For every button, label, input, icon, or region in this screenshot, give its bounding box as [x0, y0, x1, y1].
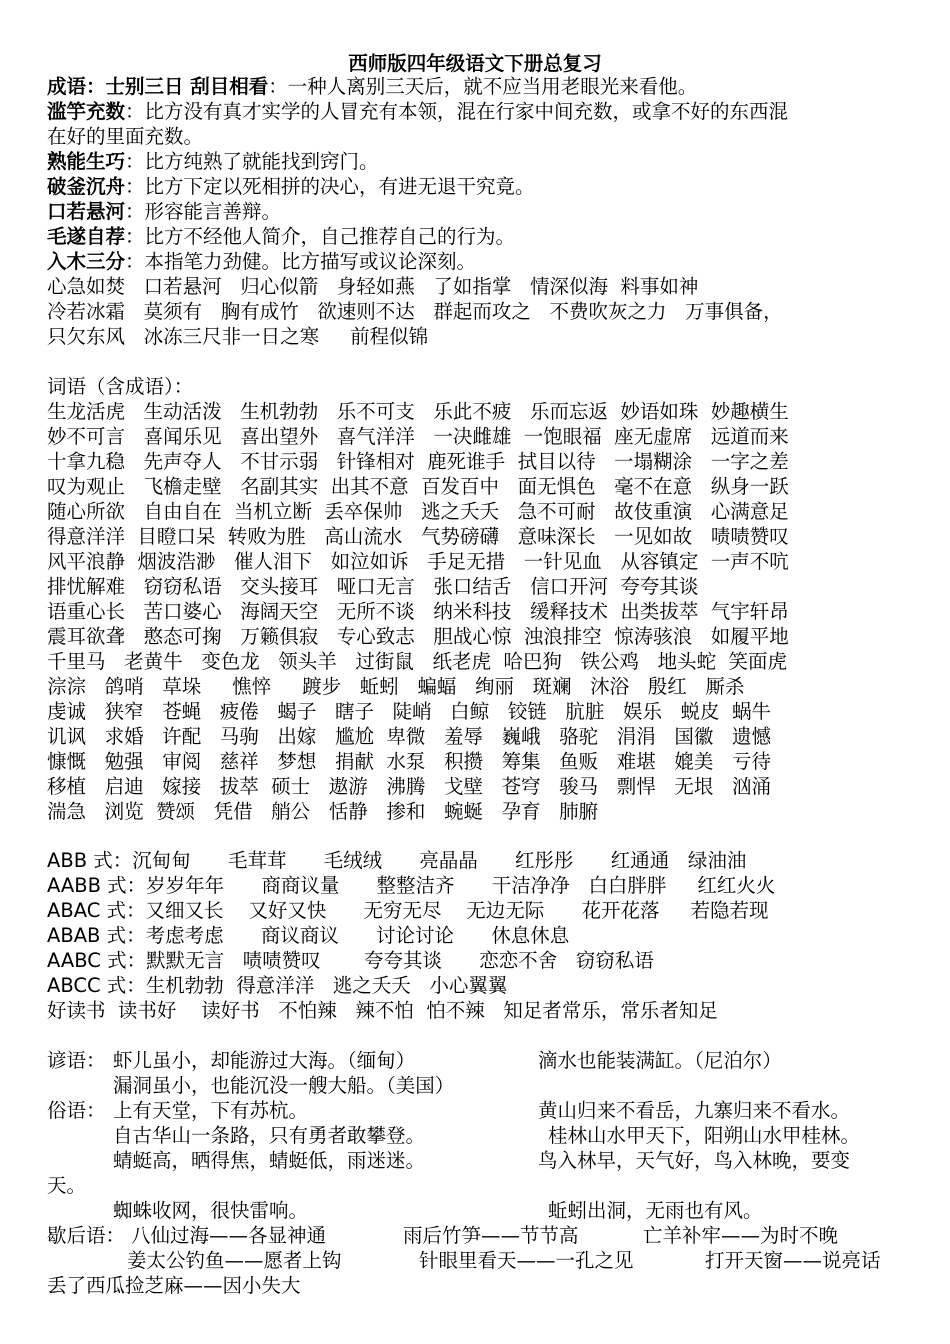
vocab-line: 得意洋洋 目瞪口呆 转败为胜 高山流水 气势磅礴 意味深长 一见如故 啧啧赞叹 — [47, 525, 789, 548]
idiom-term: 滥竽充数 — [47, 100, 126, 123]
idiom-def-4 — [47, 174, 535, 199]
idiom-definition: 在好的里面充数。 — [47, 125, 204, 148]
vocab-line: 叹为观止 飞檐走壁 名副其实 出其不意 百发百中 面无惧色 毫不在意 纵身一跃 — [47, 475, 789, 498]
pattern-line: ABB 式：沉甸甸 毛茸茸 毛绒绒 亮晶晶 红彤彤 红通通 绿油油 — [47, 849, 747, 872]
vocab-line: 生龙活虎 生动活泼 生机勃勃 乐不可支 乐此不疲 乐而忘返 妙语如珠 妙趣横生 — [47, 400, 789, 423]
suyu-item: 蜻蜓高，晒得焦，蜻蜓低，雨迷迷。 — [113, 1149, 426, 1172]
idiom-def-2 — [47, 99, 788, 124]
pattern-line: ABAC 式：又细又长 又好又快 无穷无尽 无边无际 花开花落 若隐若现 — [47, 899, 769, 922]
suyu-item: 上有天堂，下有苏杭。 — [113, 1099, 309, 1122]
page-title: 西师版四年级语文下册总复习 — [348, 52, 602, 75]
yanyu-item: 虾儿虽小，却能游过大海。（缅甸） — [113, 1049, 416, 1072]
suyu-item: 蜘蛛收网，很快雷响。 — [113, 1199, 309, 1222]
vocab-line: 虔诚 狭窄 苍蝇 疲倦 蝎子 瞎子 陡峭 白鲸 铰链 肮脏 娱乐 蜕皮 蜗牛 — [47, 700, 771, 723]
xiehouyu-item: 姜太公钓鱼——愿者上钩 — [127, 1249, 342, 1272]
idiom-list-line: 只欠东风 冰冻三尺非一日之寒 前程似锦 — [47, 325, 429, 348]
vocab-line: 妙不可言 喜闻乐见 喜出望外 喜气洋洋 一决雌雄 一饱眼福 座无虚席 远道而来 — [47, 425, 789, 448]
idiom-def-6 — [47, 224, 515, 249]
idiom-def-5 — [47, 199, 281, 224]
idiom-term: 成语：士别三日 刮目相看 — [47, 75, 269, 98]
yanyu-item: 滴水也能装满缸。（尼泊尔） — [538, 1049, 782, 1072]
idiom-definition: ：一种人离别三天后，就不应当用老眼光来看他。 — [268, 75, 698, 98]
yanyu-label: 谚语： — [47, 1049, 106, 1072]
idiom-definition: ：比方没有真才实学的人冒充有本领，混在行家中间充数，或拿不好的东西混 — [125, 100, 789, 123]
vocab-line: 风平浪静 烟波浩渺 催人泪下 如泣如诉 手足无措 一针见血 从容镇定 一声不吭 — [47, 550, 789, 573]
vocab-line: 震耳欲聋 憨态可掬 万籁俱寂 专心致志 胆战心惊 浊浪排空 惊涛骇浪 如履平地 — [47, 625, 789, 648]
vocab-line: 十拿九稳 先声夺人 不甘示弱 针锋相对 鹿死谁手 拭目以待 一塌糊涂 一字之差 — [47, 450, 789, 473]
idiom-def-3 — [47, 149, 379, 174]
idiom-definition: ：形容能言善辩。 — [125, 200, 282, 223]
idiom-term: 熟能生巧 — [47, 150, 126, 173]
idiom-term: 口若悬河 — [47, 200, 126, 223]
vocab-line: 湍急 浏览 赞颂 凭借 艄公 恬静 掺和 蜿蜒 孕育 肺腑 — [47, 800, 599, 823]
vocab-line: 淙淙 鸽哨 草垛 憔悴 踱步 蚯蚓 蝙蝠 绚丽 斑斓 沐浴 殷红 厮杀 — [47, 675, 745, 698]
xiehouyu-item: 八仙过海——各显神通 — [131, 1224, 327, 1247]
vocab-line: 语重心长 苦口婆心 海阔天空 无所不谈 纳米科技 缓释技术 出类拔萃 气宇轩昂 — [47, 600, 789, 623]
xiehouyu-item: 打开天窗——说亮话 — [705, 1249, 881, 1272]
idiom-definition: ：比方纯熟了就能找到窍门。 — [125, 150, 379, 173]
xiehouyu-item: 针眼里看天——一孔之见 — [419, 1249, 634, 1272]
suyu-item: 鸟入林早，天气好，鸟入林晚，要变 — [538, 1149, 851, 1172]
pattern-line: AABB 式：岁岁年年 商商议量 整整洁齐 干洁净净 白白胖胖 红红火火 — [47, 874, 776, 897]
vocab-heading: 词语（含成语）： — [47, 375, 194, 398]
vocab-line: 千里马 老黄牛 变色龙 领头羊 过街鼠 纸老虎 哈巴狗 铁公鸡 地头蛇 笑面虎 — [47, 650, 787, 673]
idiom-def-1 — [47, 74, 697, 99]
suyu-item-cont: 天。 — [47, 1174, 87, 1197]
pattern-line: ABAB 式：考虑考虑 商议商议 讨论讨论 休息休息 — [47, 924, 570, 947]
vocab-line: 慷慨 勉强 审阅 慈祥 梦想 捐献 水泵 积攒 筹集 鱼贩 难堪 媲美 亏待 — [47, 750, 771, 773]
idiom-list-line: 心急如焚 口若悬河 归心似箭 身轻如燕 了如指掌 情深似海 料事如神 — [47, 275, 699, 298]
idiom-def-2-cont — [47, 124, 203, 149]
idiom-term: 毛遂自荐 — [47, 225, 126, 248]
xiehouyu-item: 亡羊补牢——为时不晚 — [643, 1224, 839, 1247]
idiom-definition: ：本指笔力劲健。比方描写或议论深刻。 — [125, 250, 477, 273]
vocab-line: 移植 启迪 嫁接 拔萃 硕士 遨游 沸腾 戈壁 苍穹 骏马 剽悍 无垠 汹涌 — [47, 775, 771, 798]
suyu-item: 黄山归来不看岳，九寨归来不看水。 — [538, 1099, 851, 1122]
idiom-term: 入木三分 — [47, 250, 126, 273]
vocab-line: 排忧解难 窃窃私语 交头接耳 哑口无言 张口结舌 信口开河 夸夸其谈 — [47, 575, 699, 598]
idiom-definition: ：比方下定以死相拼的决心，有进无退干究竟。 — [125, 175, 535, 198]
yanyu-item: 漏洞虽小，也能沉没一艘大船。（美国） — [113, 1074, 455, 1097]
pattern-line: ABCC 式：生机勃勃 得意洋洋 逃之夭夭 小心翼翼 — [47, 974, 508, 997]
suyu-item: 桂林山水甲天下，阳朔山水甲桂林。 — [548, 1124, 861, 1147]
suyu-label: 俗语： — [47, 1099, 106, 1122]
pattern-line: AABC 式：默默无言 啧啧赞叹 夸夸其谈 恋恋不舍 窃窃私语 — [47, 949, 654, 972]
idiom-def-7 — [47, 249, 476, 274]
xiehouyu-label: 歇后语： — [47, 1224, 126, 1247]
suyu-item: 蚯蚓出洞，无雨也有风。 — [548, 1199, 763, 1222]
idiom-list-line: 冷若冰霜 莫须有 胸有成竹 欲速则不达 群起而攻之 不费吹灰之力 万事俱备， — [47, 300, 783, 323]
suyu-item: 自古华山一条路，只有勇者敢攀登。 — [113, 1124, 426, 1147]
xiehouyu-item: 丢了西瓜捡芝麻——因小失大 — [47, 1274, 301, 1297]
xiehouyu-item: 雨后竹笋——节节高 — [403, 1224, 579, 1247]
idiom-definition: ：比方不经他人简介，自己推荐自己的行为。 — [125, 225, 516, 248]
pattern-line: 好读书 读书好 读好书 不怕辣 辣不怕 怕不辣 知足者常乐，常乐者知足 — [47, 999, 718, 1022]
vocab-line: 讥讽 求婚 许配 马驹 出嫁 尴尬 卑微 羞辱 巍峨 骆驼 涓涓 国徽 遗憾 — [47, 725, 771, 748]
vocab-line: 随心所欲 自由自在 当机立断 丢卒保帅 逃之夭夭 急不可耐 故伎重演 心满意足 — [47, 500, 789, 523]
idiom-term: 破釜沉舟 — [47, 175, 126, 198]
